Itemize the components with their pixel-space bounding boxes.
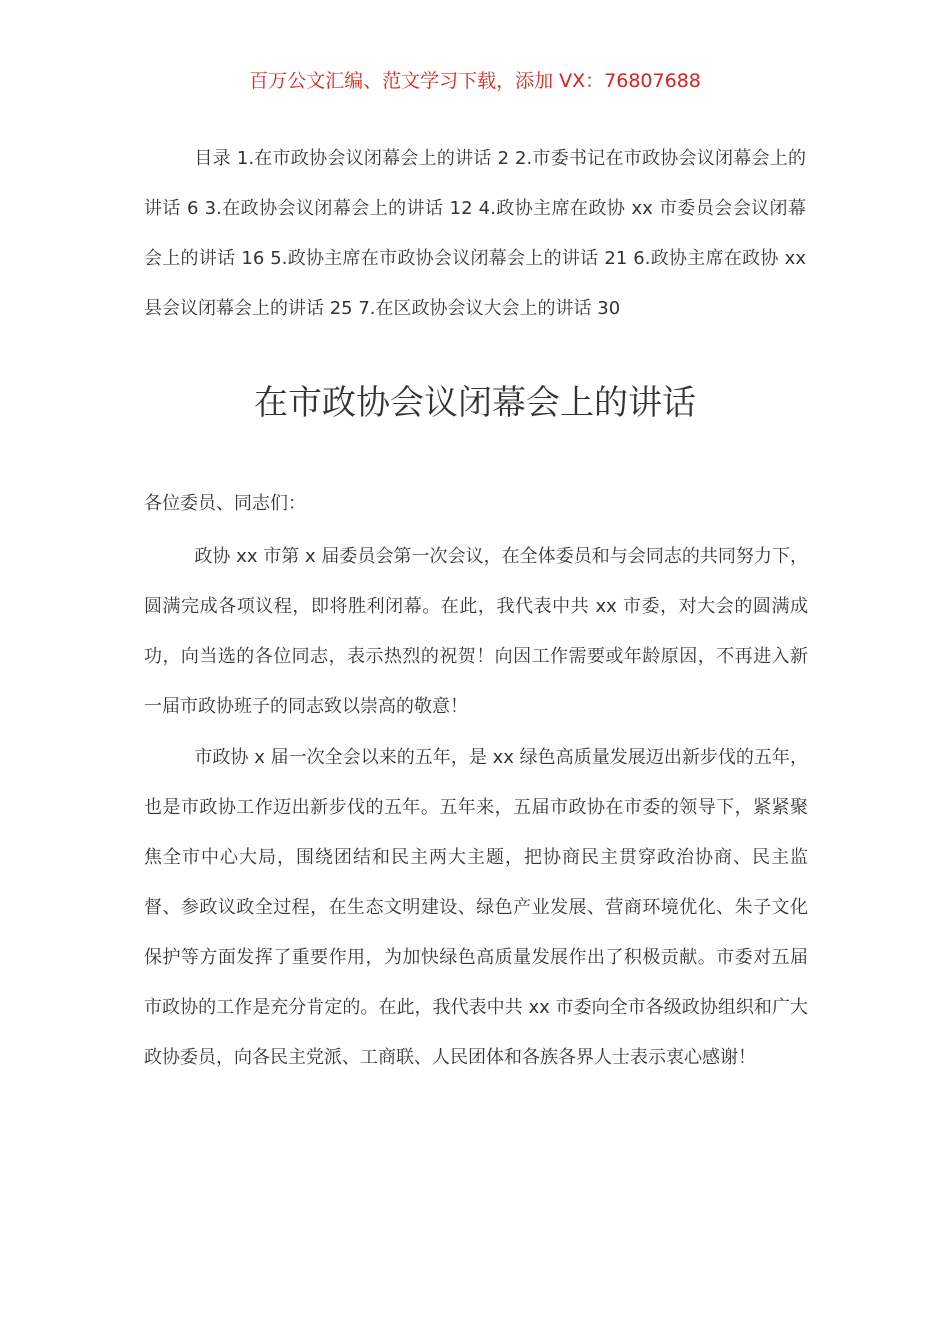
body-paragraph: 市政协 x 届一次全会以来的五年，是 xx 绿色高质量发展迈出新步伐的五年，也是市政协工作迈出新步伐的五年。五年来，五届市政协在市委的领导下，紧紧聚焦全市中心大局，围绕团结和民主两大主题，把协商民主贯穿政治协商、民主监督、参政议政全过程，在生态文明建设、绿色产业发展、营商环境优化、朱子文化保护等方面发挥了重要作用，为加快绿色高质量发展作出了积极贡献。市委对五届市政协的工作是充分肯定的。在此，我代表中共 xx 市委向全市各级政协组织和广大政协委员，向各民主党派、工商联、人民团体和各族各界人士表示衷心感谢！ (144, 747, 808, 1068)
body-paragraph: 政协 xx 市第 x 届委员会第一次会议，在全体委员和与会同志的共同努力下，圆满完成各项议程，即将胜利闭幕。在此，我代表中共 xx 市委，对大会的圆满成功，向当选的各位同志，表示热烈的祝贺！向因工作需要或年龄原因，不再进入新一届市政协班子的同志致以崇高的敬意！ (144, 546, 808, 717)
salutation: 各位委员、同志们： (144, 493, 306, 514)
table-of-contents: 目录 1.在市政协会议闭幕会上的讲话 2 2.市委书记在市政协会议闭幕会上的讲话 6 3.在政协会议闭幕会上的讲话 12 4.政协主席在政协 xx 市委员会会议闭幕会上的讲话 16 5.政协主席在市政协会议闭幕会上的讲话 21 6.政协主席在政协 xx 县会议闭幕会上的讲话 25 7.在区政协会议大会上的讲话 30 (144, 148, 806, 319)
document-title: 在市政协会议闭幕会上的讲话 (254, 383, 696, 423)
promo-header: 百万公文汇编、范文学习下载，添加 VX：76807688 (249, 70, 701, 92)
